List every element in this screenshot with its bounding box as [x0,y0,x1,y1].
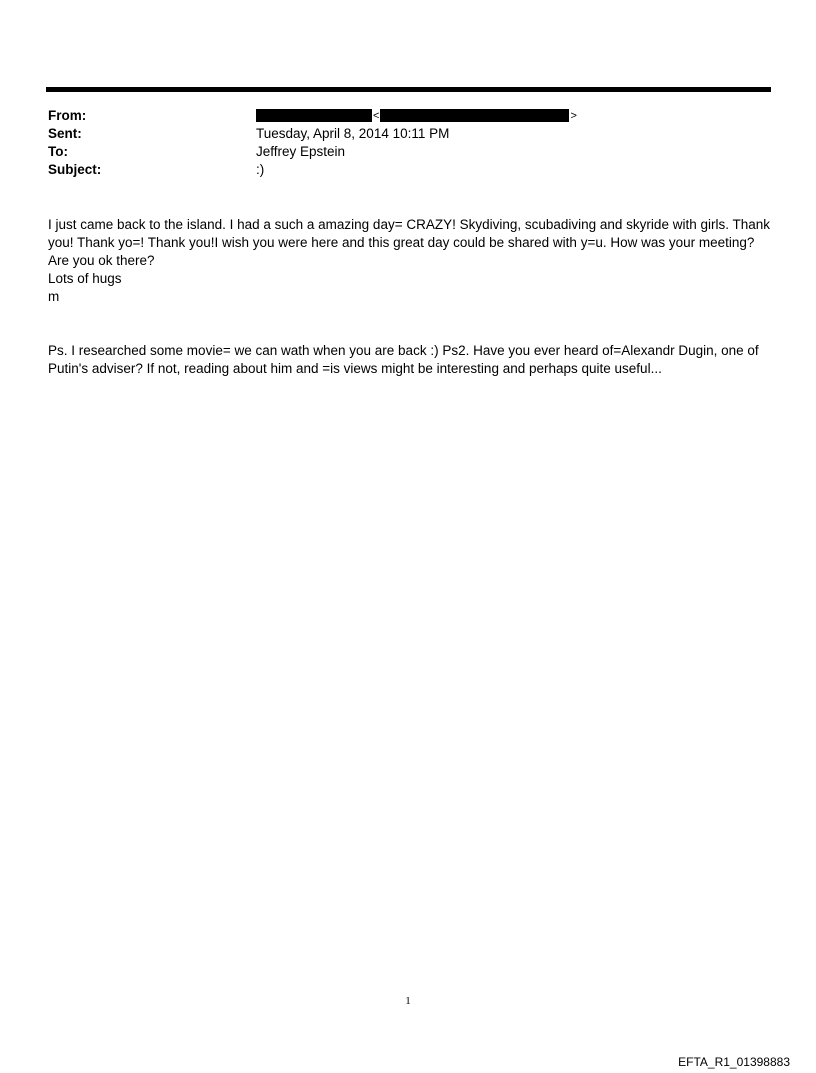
page-number: 1 [405,995,411,1007]
sent-row [48,125,768,143]
sent-label: Sent: [48,126,82,141]
to-row [48,143,768,161]
document-id: EFTA_R1_01398883 [678,1055,790,1069]
from-value [256,107,578,125]
redacted-sender-name [256,109,372,122]
message-line: Ps. I researched some movie= we can wath when you are back :) Ps2. Have you ever heard of=Alexandr Dugin, one of [48,343,759,358]
message-line: Are you ok there? [48,253,155,268]
subject-label: Subject: [48,162,102,177]
from-label: From: [48,108,87,123]
message-paragraph-2 [48,342,766,378]
message-line: Putin's adviser? If not, reading about him and =is views might be interesting and perhaps quite useful... [48,361,662,376]
message-line: Lots of hugs [48,271,122,286]
message-line: I just came back to the island. I had a such a amazing day= CRAZY! Skydiving, scubadiving and skyride with girls. Thank [48,217,770,232]
message-paragraph-1 [48,216,770,306]
to-value: Jeffrey Epstein [256,144,346,159]
header-divider [46,87,771,92]
redacted-sender-email [380,109,569,122]
subject-row [48,161,768,179]
email-header [48,107,768,179]
sent-value: Tuesday, April 8, 2014 10:11 PM [256,126,450,141]
message-line: you! Thank yo=! Thank you!I wish you were here and this great day could be shared with y=u. How was your meeting? [48,235,755,250]
subject-value: :) [256,162,265,177]
message-line: m [48,289,60,304]
from-open-bracket: < [373,110,380,123]
from-close-bracket: > [570,110,577,123]
from-row [48,107,768,125]
to-label: To: [48,144,68,159]
